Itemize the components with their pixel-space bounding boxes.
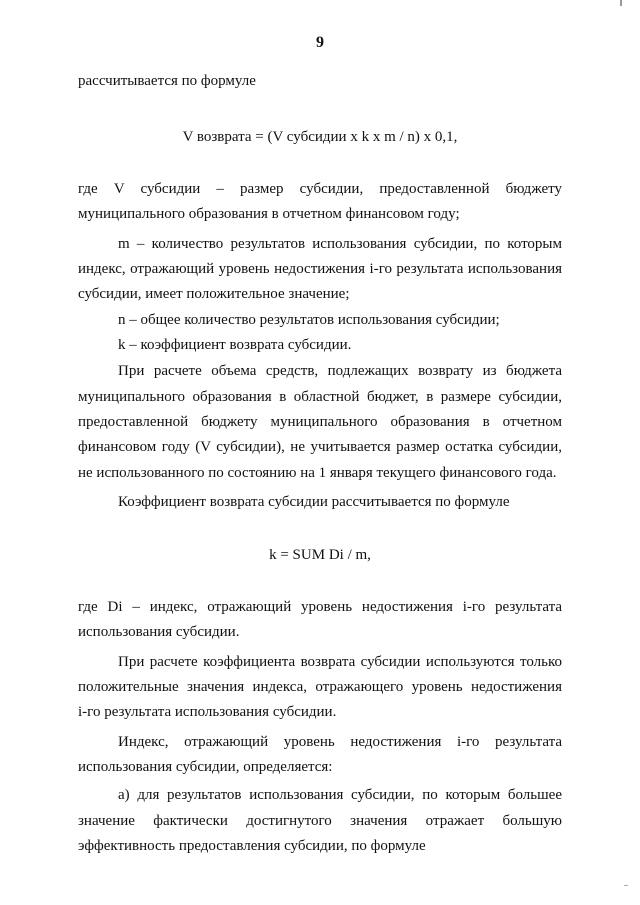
text-line: где Di – индекс, отражающий уровень недостижения i-го результата <box>78 599 562 615</box>
text-line: муниципального образования в областной бюджет, в размере субсидии, <box>78 389 562 405</box>
text-line: m – количество результатов использования субсидии, по которым <box>118 236 562 252</box>
text-line: эффективность предоставления субсидии, по формуле <box>78 838 426 854</box>
text-line: а) для результатов использования субсидии, по которым большее <box>118 787 562 803</box>
scan-artifact <box>624 885 628 886</box>
formula-return-coefficient: k = SUM Di / m, <box>269 547 371 563</box>
text-line: субсидии, имеет положительное значение; <box>78 286 350 302</box>
text-line: k – коэффициент возврата субсидии. <box>118 337 352 353</box>
text-line: использования субсидии. <box>78 624 240 640</box>
text-line: предоставленной бюджету муниципального образования в отчетном <box>78 414 562 430</box>
text-line: индекс, отражающий уровень недостижения i-го результата использования <box>78 261 562 277</box>
text-line: i-го результата использования субсидии. <box>78 704 337 720</box>
text-line: Коэффициент возврата субсидии рассчитывается по формуле <box>118 494 510 510</box>
text-line: использования субсидии, определяется: <box>78 759 333 775</box>
page-number: 9 <box>316 34 324 51</box>
text-line: значение фактически достигнутого значения отражает большую <box>78 813 562 829</box>
text-line: положительные значения индекса, отражающего уровень недостижения <box>78 679 562 695</box>
text-line: рассчитывается по формуле <box>78 73 256 89</box>
text-line: финансовом году (V субсидии), не учитывается размер остатка субсидии, <box>78 439 562 455</box>
text-line: не использованного по состоянию на 1 января текущего финансового года. <box>78 465 557 481</box>
formula-return-volume: V возврата = (V субсидии x k x m / n) x 0,1, <box>182 129 458 145</box>
text-line: где V субсидии – размер субсидии, предоставленной бюджету <box>78 181 562 197</box>
text-line: n – общее количество результатов использования субсидии; <box>118 312 500 328</box>
text-line: При расчете коэффициента возврата субсидии используются только <box>118 654 562 670</box>
scan-artifact <box>620 0 622 6</box>
text-line: муниципального образования в отчетном финансовом году; <box>78 206 460 222</box>
text-line: Индекс, отражающий уровень недостижения i-го результата <box>118 734 562 750</box>
text-line: При расчете объема средств, подлежащих возврату из бюджета <box>118 363 562 379</box>
